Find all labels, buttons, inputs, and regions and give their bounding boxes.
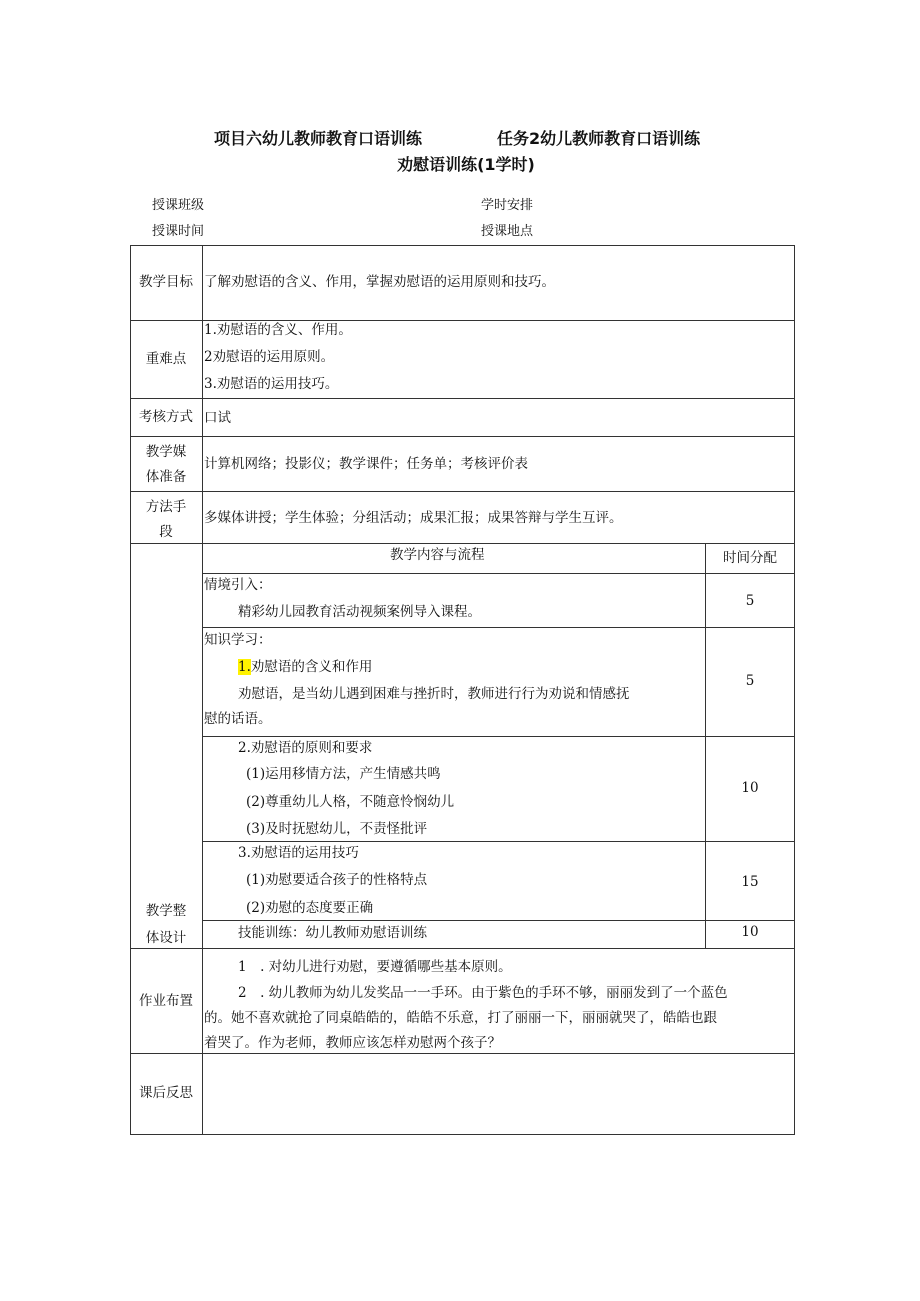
exam-label: 考核方式	[139, 409, 193, 425]
section-line-item-1	[238, 658, 372, 676]
section-time: 5	[745, 673, 755, 689]
media-label-1: 教学媒	[145, 444, 187, 460]
key-item: 2劝慰语的运用原则。	[204, 349, 335, 365]
row-divider	[130, 1053, 795, 1054]
reflection-label: 课后反思	[139, 1085, 193, 1101]
title-right: 任务2幼儿教师教育口语训练	[497, 129, 701, 148]
section-line: (2)尊重幼儿人格，不随意怜悯幼儿	[246, 794, 455, 810]
homework-line: 1 . 对幼儿进行劝慰，要遵循哪些基本原则。	[238, 959, 512, 975]
time-label: 授课时间	[152, 224, 205, 239]
row-divider	[130, 948, 795, 949]
design-row-divider	[202, 920, 795, 921]
design-row-divider	[202, 841, 795, 842]
key-item: 1.劝慰语的含义、作用。	[204, 322, 352, 338]
section-line: 3.劝慰语的运用技巧	[238, 845, 359, 861]
hours-label: 学时安排	[481, 198, 534, 213]
section-line: 慰的话语。	[204, 711, 272, 727]
design-label-1: 教学整	[145, 903, 187, 919]
title-left: 项目六幼儿教师教育口语训练	[214, 129, 423, 148]
section-time: 10	[741, 780, 759, 796]
section-line: 劝慰语，是当幼儿遇到困难与挫折时，教师进行行为劝说和情感抚	[238, 686, 630, 702]
section-line: 情境引入：	[204, 577, 272, 593]
class-label: 授课班级	[152, 198, 205, 213]
section-time: 15	[741, 874, 759, 890]
method-label-1: 方法手	[145, 499, 187, 515]
design-label-2: 体设计	[145, 930, 187, 946]
homework-line: 2 . 幼儿教师为幼儿发奖品一一手环。由于紫色的手环不够，丽丽发到了一个蓝色	[238, 985, 728, 1001]
table-border-bottom	[130, 1134, 795, 1135]
section-line: (1)运用移情方法，产生情感共鸣	[246, 766, 441, 782]
design-row-divider	[202, 573, 795, 574]
section-line: 知识学习：	[204, 632, 272, 648]
method-label-2: 段	[159, 524, 173, 540]
design-row-divider	[202, 736, 795, 737]
method-text: 多媒体讲授；学生体验；分组活动；成果汇报；成果答辩与学生互评。	[204, 510, 623, 526]
label-column-divider	[202, 245, 203, 1135]
section-line: 2.劝慰语的原则和要求	[238, 740, 373, 756]
place-label: 授课地点	[481, 224, 534, 239]
section-line: (2)劝慰的态度要正确	[246, 900, 374, 916]
row-divider	[130, 436, 795, 437]
media-text: 计算机网络；投影仪；教学课件；任务单；考核评价表	[204, 456, 528, 472]
highlighted-number: 1.	[238, 659, 251, 675]
key-item: 3.劝慰语的运用技巧。	[204, 376, 339, 392]
key-label: 重难点	[145, 351, 187, 367]
exam-text: 口试	[204, 410, 231, 426]
table-border-right	[794, 245, 795, 1135]
section-line: 劝慰语的含义和作用	[250, 659, 373, 675]
section-line: (3)及时抚慰幼儿，不责怪批评	[246, 821, 428, 837]
goal-text: 了解劝慰语的含义、作用，掌握劝慰语的运用原则和技巧。	[204, 274, 555, 290]
time-column-header: 时间分配	[723, 550, 777, 566]
row-divider	[130, 491, 795, 492]
goal-label: 教学目标	[139, 274, 193, 290]
row-divider	[130, 398, 795, 399]
content-column-header: 教学内容与流程	[390, 547, 485, 563]
section-line: 精彩幼儿园教育活动视频案例导入课程。	[238, 604, 481, 620]
section-line: (1)劝慰要适合孩子的性格特点	[246, 872, 428, 888]
design-row-divider	[202, 627, 795, 628]
page-subtitle: 劝慰语训练(1学时)	[397, 155, 535, 174]
media-label-2: 体准备	[145, 469, 187, 485]
homework-line: 的。她不喜欢就抢了同桌皓皓的，皓皓不乐意，打了丽丽一下，丽丽就哭了，皓皓也跟	[204, 1010, 717, 1026]
homework-label: 作业布置	[139, 993, 193, 1009]
section-time: 10	[741, 924, 759, 940]
section-line: 技能训练：幼儿教师劝慰语训练	[238, 925, 427, 941]
section-time: 5	[745, 593, 755, 609]
homework-line: 着哭了。作为老师，教师应该怎样劝慰两个孩子？	[204, 1035, 501, 1051]
lesson-plan-table	[130, 245, 795, 1135]
row-divider	[130, 543, 795, 544]
table-border-top	[130, 245, 795, 246]
